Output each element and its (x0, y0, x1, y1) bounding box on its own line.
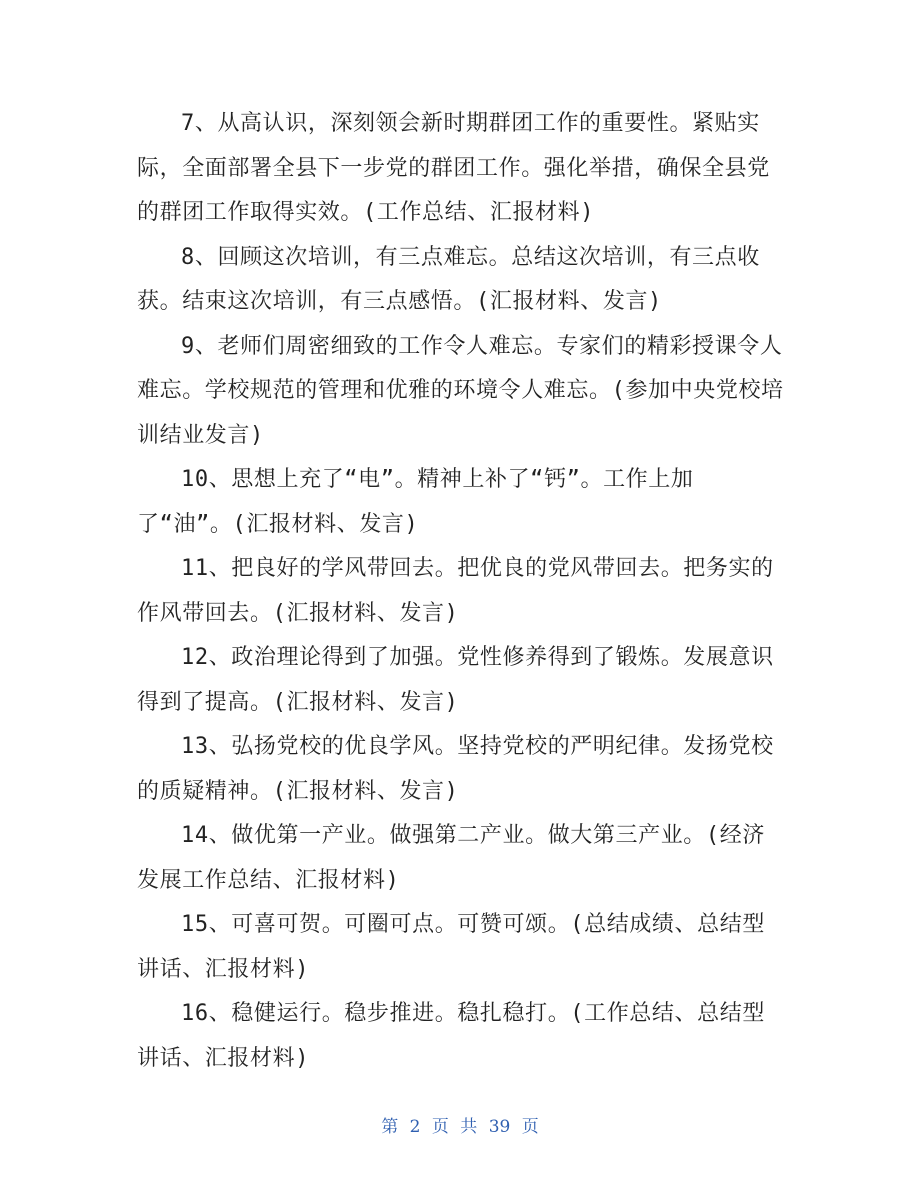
paragraph-12: 12、政治理论得到了加强。党性修养得到了锻炼。发展意识得到了提高。(汇报材料、发言) (137, 645, 774, 715)
paragraph-15: 15、可喜可贺。可圈可点。可赞可颂。(总结成绩、总结型讲话、汇报材料) (137, 912, 765, 982)
page-number-footer: 第 2 页 共 39 页 (381, 1117, 539, 1137)
paragraph-16: 16、稳健运行。稳步推进。稳扎稳打。(工作总结、总结型讲话、汇报材料) (137, 1001, 765, 1071)
paragraph-13: 13、弘扬党校的优良学风。坚持党校的严明纪律。发扬党校的质疑精神。(汇报材料、发言) (137, 734, 774, 804)
document-body (137, 102, 787, 1081)
paragraph-10: 10、思想上充了“电”。精神上补了“钙”。工作上加了“油”。(汇报材料、发言) (137, 467, 694, 537)
paragraph-14: 14、做优第一产业。做强第二产业。做大第三产业。(经济发展工作总结、汇报材料) (137, 823, 765, 893)
paragraph-7: 7、从高认识，深刻领会新时期群团工作的重要性。紧贴实际，全面部署全县下一步党的群团工作。强化举措，确保全县党的群团工作取得实效。(工作总结、汇报材料) (137, 111, 770, 225)
paragraph-9: 9、老师们周密细致的工作令人难忘。专家们的精彩授课令人难忘。学校规范的管理和优雅的环境令人难忘。(参加中央党校培训结业发言) (137, 333, 784, 448)
paragraph-8: 8、回顾这次培训，有三点难忘。总结这次培训，有三点收获。结束这次培训，有三点感悟。(汇报材料、发言) (137, 244, 760, 314)
paragraph-11: 11、把良好的学风带回去。把优良的党风带回去。把务实的作风带回去。(汇报材料、发言) (137, 556, 774, 626)
